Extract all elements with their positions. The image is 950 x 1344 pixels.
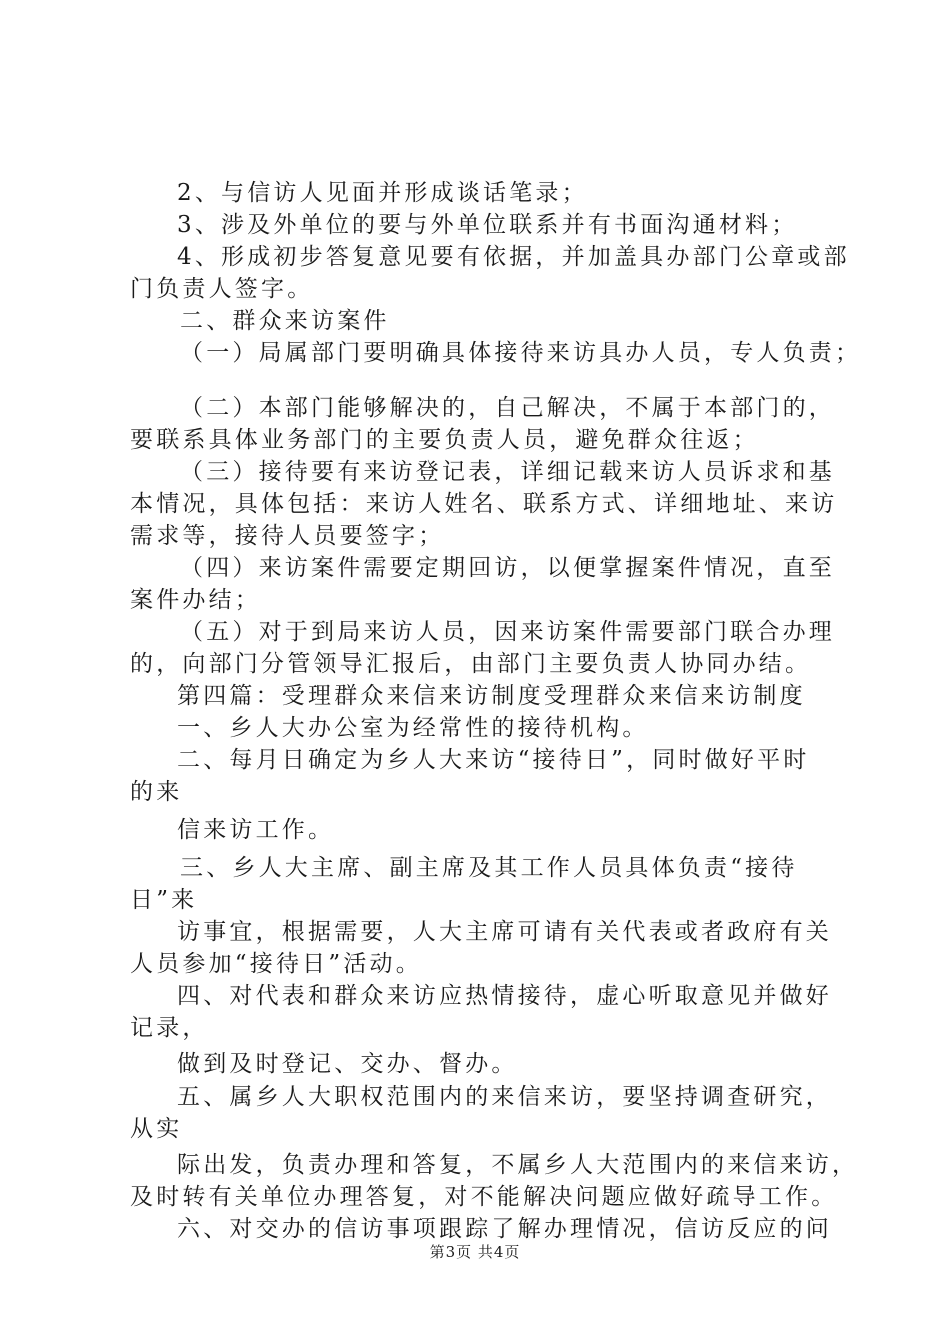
text-line: 及时转有关单位办理答复，对不能解决问题应做好疏导工作。 (130, 1184, 838, 1210)
text-line: 二、每月日确定为乡人大来访“接待日”，同时做好平时 (177, 747, 810, 773)
text-line: （五）对于到局来访人员，因来访案件需要部门联合办理 (180, 619, 835, 645)
text-line: 案件办结； (130, 587, 261, 613)
text-line: 的，向部门分管领导汇报后，由部门主要负责人协同办结。 (130, 651, 812, 677)
text-line: 人员参加“接待日”活动。 (130, 951, 422, 977)
text-line: 本情况，具体包括：来访人姓名、联系方式、详细地址、来访 (130, 491, 838, 517)
text-line: 际出发，负责办理和答复，不属乡人大范围内的来信来访， (177, 1152, 859, 1178)
section-heading: 二、群众来访案件 (180, 308, 390, 334)
text-line: 一、乡人大办公室为经常性的接待机构。 (177, 715, 649, 741)
text-line: 访事宜，根据需要，人大主席可请有关代表或者政府有关 (177, 919, 832, 945)
text-line: （三）接待要有来访登记表，详细记载来访人员诉求和基 (180, 459, 835, 485)
text-line: 要联系具体业务部门的主要负责人员，避免群众往返； (130, 427, 759, 453)
text-line: 做到及时登记、交办、督办。 (177, 1051, 518, 1077)
text-line: （二）本部门能够解决的，自己解决，不属于本部门的， (180, 395, 835, 421)
text-line: 五、属乡人大职权范围内的来信来访，要坚持调查研究， (177, 1084, 832, 1110)
chapter-title: 第四篇：受理群众来信来访制度受理群众来信来访制度 (177, 683, 806, 709)
page-footer: 第3页 共4页 (429, 1243, 521, 1261)
text-line: 四、对代表和群众来访应热情接待，虚心听取意见并做好 (177, 983, 832, 1009)
text-line: 六、对交办的信访事项跟踪了解办理情况，信访反应的问 (177, 1216, 832, 1242)
text-line: （一）局属部门要明确具体接待来访具办人员，专人负责； (180, 340, 862, 366)
text-line: 的来 (130, 779, 183, 805)
text-line: 三、乡人大主席、副主席及其工作人员具体负责“接待 (180, 855, 798, 881)
text-line: 需求等，接待人员要签字； (130, 523, 445, 549)
text-line: 记录， (130, 1015, 209, 1041)
text-line: 3、涉及外单位的要与外单位联系并有书面沟通材料； (177, 212, 798, 238)
text-line: 信来访工作。 (177, 817, 335, 843)
text-line: 2、与信访人见面并形成谈话笔录； (177, 180, 588, 206)
text-line: 日”来 (130, 887, 198, 913)
text-line: 从实 (130, 1116, 183, 1142)
text-line: 4、形成初步答复意见要有依据，并加盖具办部门公章或部 (177, 244, 850, 270)
text-line: 门负责人签字。 (130, 276, 314, 302)
text-line: （四）来访案件需要定期回访，以便掌握案件情况，直至 (180, 555, 835, 581)
